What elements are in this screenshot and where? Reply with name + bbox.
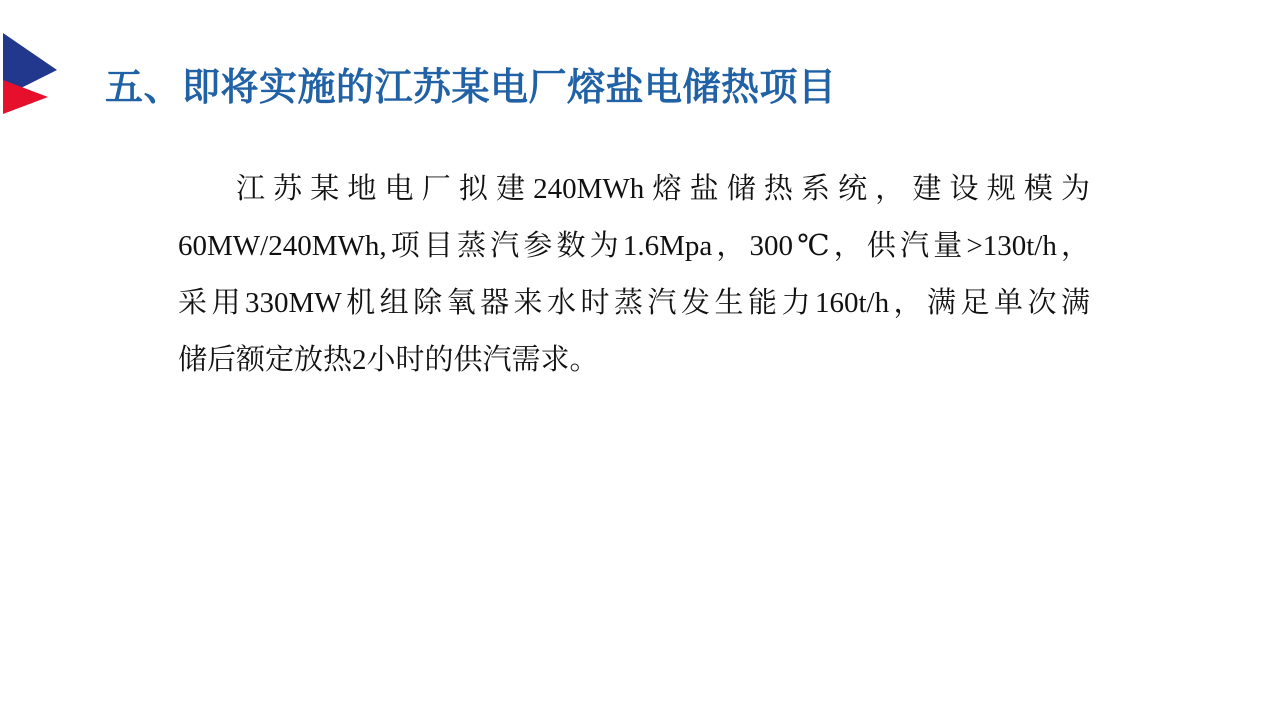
body-paragraph xyxy=(178,161,1090,389)
corner-accent-decoration xyxy=(0,0,70,130)
body-line-3: 采用330MW机组除氧器来水时蒸汽发生能力160t/h，满足单次满 xyxy=(178,287,1090,319)
body-line-4: 储后额定放热2小时的供汽需求。 xyxy=(178,344,599,376)
slide-title: 五、即将实施的江苏某电厂熔盐电储热项目 xyxy=(105,67,837,109)
body-line-2: 60MW/240MWh,项目蒸汽参数为1.6Mpa，300℃，供汽量>130t/h， xyxy=(178,230,1090,262)
body-line-1: 江苏某地电厂拟建240MWh熔盐储热系统，建设规模为 xyxy=(236,173,1090,205)
